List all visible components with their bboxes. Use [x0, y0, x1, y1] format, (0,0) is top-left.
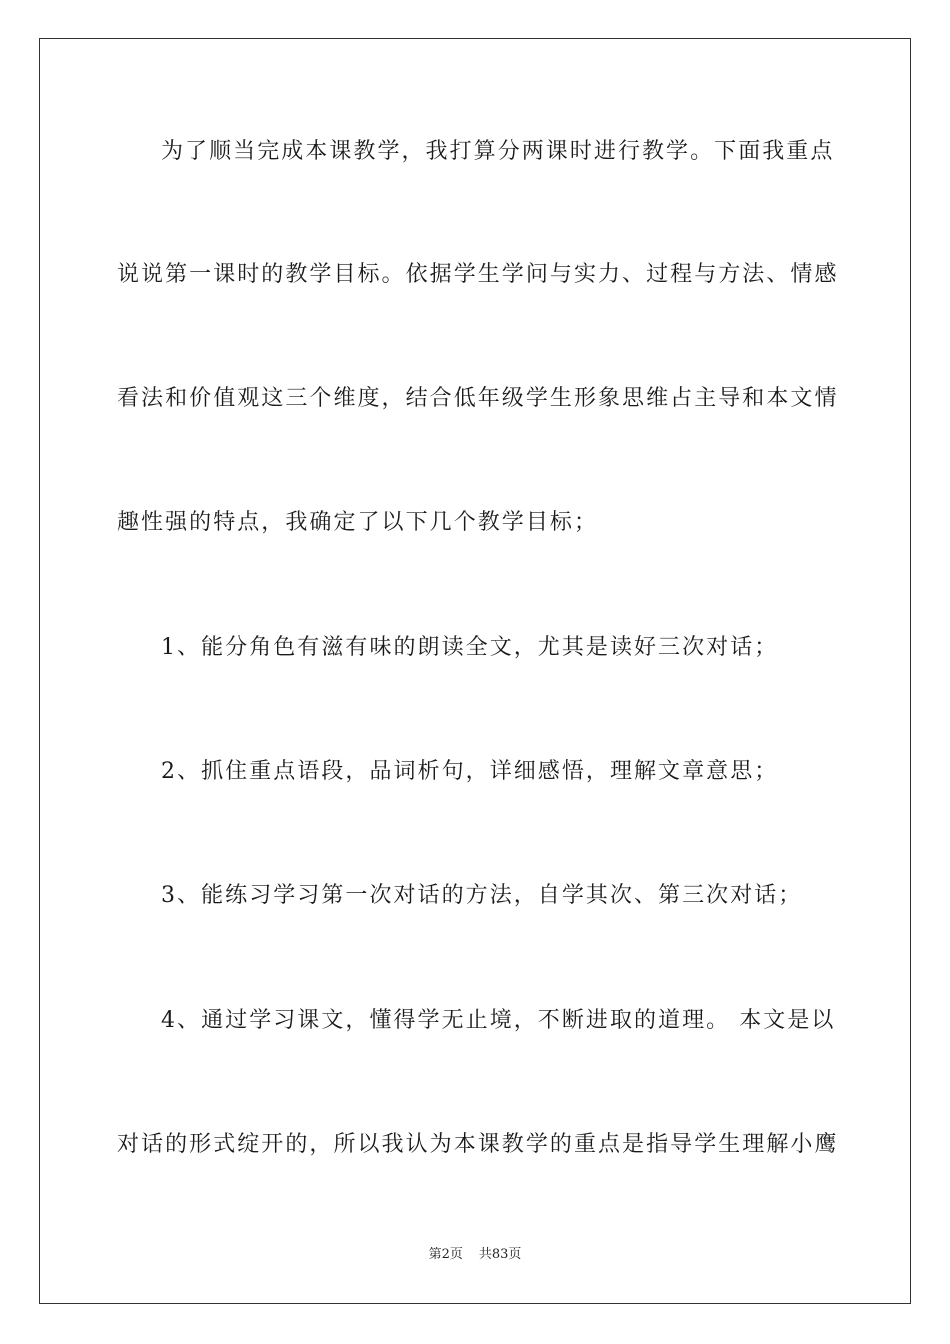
- paragraph-line: 趣性强的特点，我确定了以下几个教学目标；: [117, 510, 599, 535]
- paragraph-line: 为了顺当完成本课教学，我打算分两课时进行教学。下面我重点: [161, 139, 835, 164]
- paragraph-line: 看法和价值观这三个维度，结合低年级学生形象思维占主导和本文情: [117, 386, 839, 411]
- paragraph-line: 对话的形式绽开的，所以我认为本课教学的重点是指导学生理解小鹰: [117, 1132, 839, 1157]
- paragraph-line: 说说第一课时的教学目标。依据学生学问与实力、过程与方法、情感: [117, 262, 839, 287]
- page-number: 第2页: [428, 1247, 463, 1262]
- list-item: 2、抓住重点语段，品词析句，详细感悟，理解文章意思；: [161, 759, 779, 784]
- page-footer: [0, 1246, 950, 1264]
- page-total: 共83页: [478, 1247, 522, 1262]
- list-item: 4、通过学习课文，懂得学无止境，不断进取的道理。 本文是以: [161, 1008, 836, 1033]
- list-item: 1、能分角色有滋有味的朗读全文，尤其是读好三次对话；: [161, 635, 779, 660]
- list-item: 3、能练习学习第一次对话的方法，自学其次、第三次对话；: [161, 883, 803, 908]
- page-frame: [39, 38, 911, 1304]
